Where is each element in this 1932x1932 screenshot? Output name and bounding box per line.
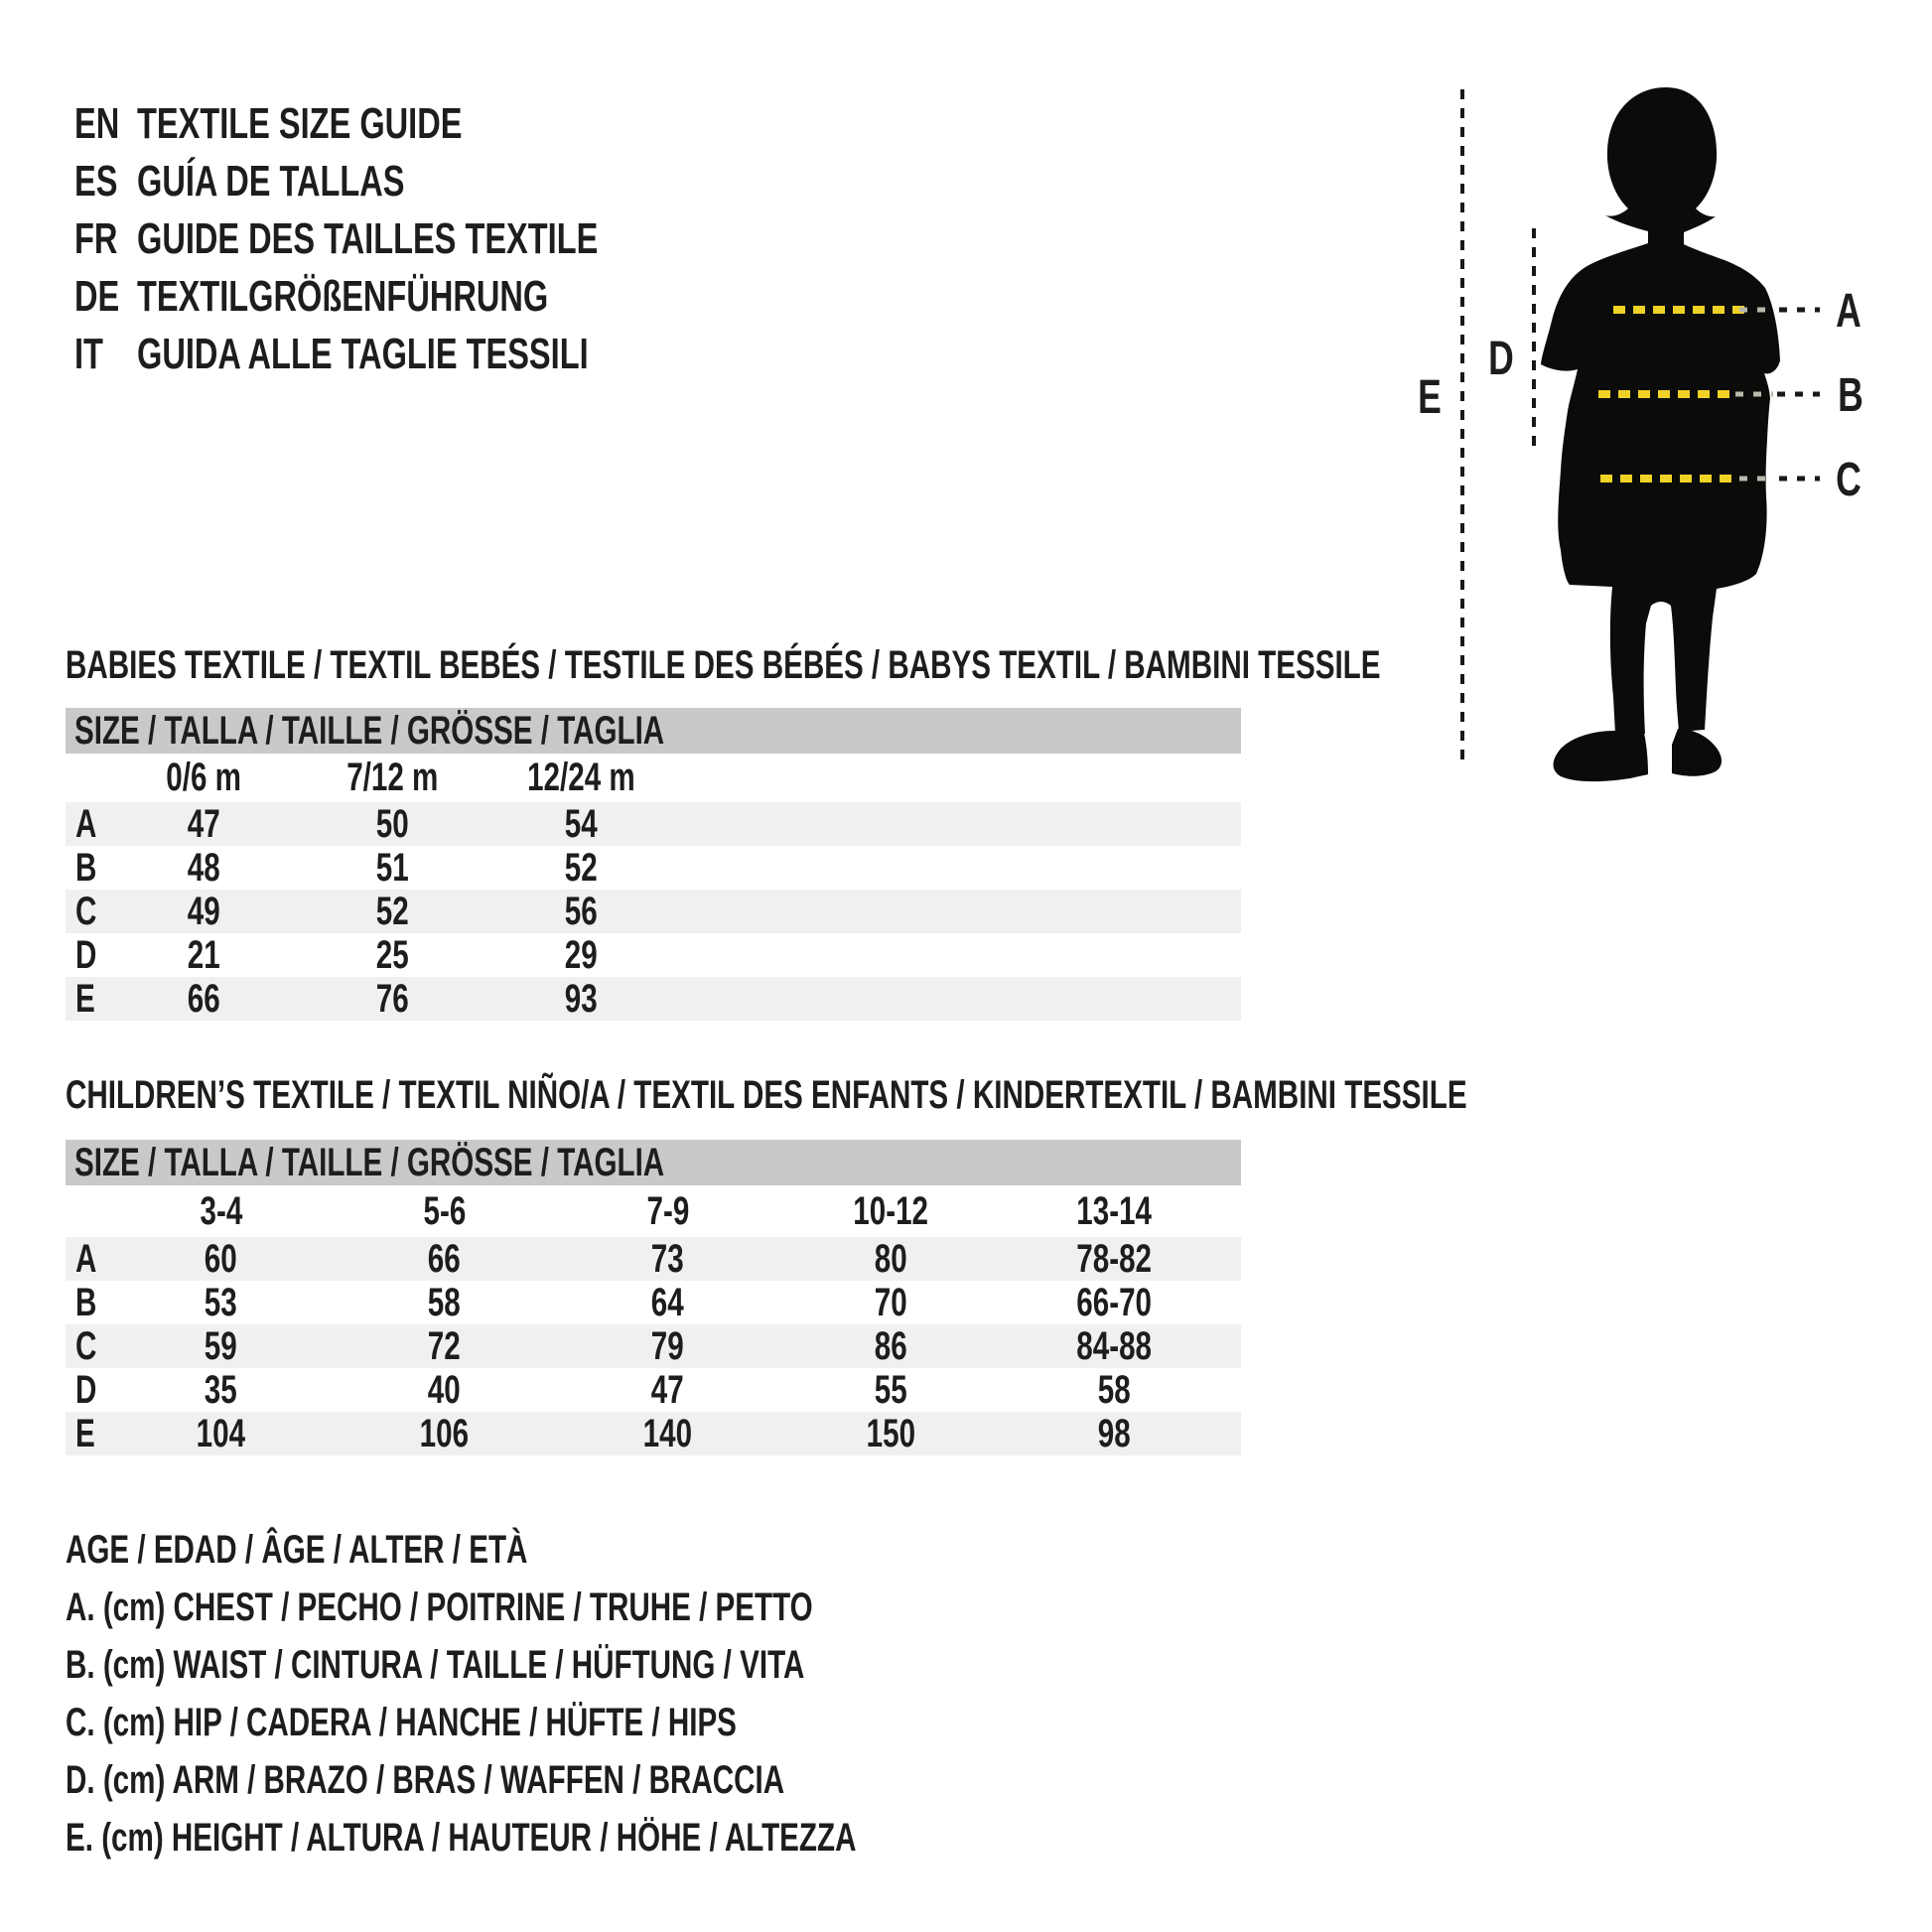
cell-value: 51 [375, 846, 409, 890]
language-code: DE [74, 272, 120, 321]
language-row [74, 95, 759, 153]
cell-value: 55 [875, 1368, 907, 1412]
row-label: C [75, 1324, 97, 1368]
cell-value: 80 [875, 1237, 907, 1281]
cell-value: 50 [375, 802, 409, 846]
row-label: A [75, 802, 97, 846]
cell-value: 52 [564, 846, 598, 890]
cell-value: 150 [866, 1412, 916, 1455]
cell-value: 66 [428, 1237, 461, 1281]
cell-value: 60 [205, 1237, 237, 1281]
cell-value: 25 [375, 933, 409, 977]
cell-value: 58 [1098, 1368, 1131, 1412]
table-row [66, 933, 1241, 977]
cell-value: 56 [564, 890, 598, 933]
column-header: 12/24 m [526, 756, 635, 799]
language-code: ES [74, 157, 118, 206]
cell-value: 84-88 [1076, 1324, 1153, 1368]
cell-value: 21 [187, 933, 220, 977]
cell-value: 54 [564, 802, 598, 846]
language-code: EN [74, 99, 120, 148]
cell-value: 64 [651, 1281, 684, 1324]
column-header-row [66, 1185, 1241, 1237]
legend-age: AGE / EDAD / ÂGE / ALTER / ETÀ [66, 1527, 528, 1572]
cell-value: 78-82 [1076, 1237, 1153, 1281]
cell-value: 66-70 [1076, 1281, 1153, 1324]
table-row [66, 1237, 1241, 1281]
size-header-bar: SIZE / TALLA / TAILLE / GRÖSSE / TAGLIA [66, 708, 1241, 754]
legend-hip: C. (cm) HIP / CADERA / HANCHE / HÜFTE / HIPS [66, 1700, 737, 1744]
table-row [66, 846, 1241, 890]
cell-value: 76 [375, 977, 409, 1021]
page-title: GUÍA DE TALLAS [137, 157, 405, 206]
cell-value: 35 [205, 1368, 237, 1412]
cell-value: 86 [875, 1324, 907, 1368]
column-header: 13-14 [1076, 1188, 1153, 1233]
column-header: 5-6 [423, 1188, 466, 1233]
measure-legend [66, 1521, 1134, 1866]
language-row [74, 268, 759, 326]
language-row [74, 153, 759, 210]
page-title: TEXTILGRÖßENFÜHRUNG [137, 272, 549, 321]
cell-value: 66 [187, 977, 220, 1021]
cell-value: 104 [196, 1412, 246, 1455]
legend-height: E. (cm) HEIGHT / ALTURA / HAUTEUR / HÖHE / ALTEZZA [66, 1815, 857, 1860]
children-section-title: CHILDREN’S TEXTILE / TEXTIL NIÑO/A / TEXTIL DES ENFANTS / KINDERTEXTIL / BAMBINI TESSILE [66, 1073, 1467, 1117]
babies-section-title: BABIES TEXTILE / TEXTIL BEBÉS / TESTILE DES BÉBÉS / BABYS TEXTIL / BAMBINI TESSILE [66, 643, 1381, 687]
column-header-row [66, 754, 1241, 802]
table-row [66, 802, 1241, 846]
cell-value: 106 [419, 1412, 470, 1455]
babies-size-table [66, 708, 1241, 1021]
column-header: 0/6 m [166, 756, 241, 799]
cell-value: 59 [205, 1324, 237, 1368]
legend-arm: D. (cm) ARM / BRAZO / BRAS / WAFFEN / BRACCIA [66, 1757, 785, 1802]
row-label: E [75, 977, 95, 1021]
figure-label-d: D [1488, 331, 1514, 385]
cell-value: 73 [651, 1237, 684, 1281]
cell-value: 47 [187, 802, 220, 846]
row-label: E [75, 1412, 95, 1455]
language-title-block [74, 95, 759, 383]
cell-value: 98 [1098, 1412, 1131, 1455]
row-label: C [75, 890, 97, 933]
figure-label-b: B [1838, 367, 1863, 422]
row-label: A [75, 1237, 97, 1281]
page-title: GUIDE DES TAILLES TEXTILE [137, 214, 599, 263]
children-size-table [66, 1140, 1241, 1455]
row-label: B [75, 846, 97, 890]
cell-value: 48 [187, 846, 220, 890]
figure-label-a: A [1836, 283, 1862, 338]
size-header-bar: SIZE / TALLA / TAILLE / GRÖSSE / TAGLIA [66, 1140, 1241, 1185]
cell-value: 29 [564, 933, 598, 977]
cell-value: 70 [875, 1281, 907, 1324]
cell-value: 49 [187, 890, 220, 933]
language-code: IT [74, 330, 103, 378]
column-header: 3-4 [200, 1188, 242, 1233]
row-label: D [75, 1368, 97, 1412]
language-row [74, 326, 759, 383]
row-label: D [75, 933, 97, 977]
legend-waist: B. (cm) WAIST / CINTURA / TAILLE / HÜFTUNG / VITA [66, 1642, 805, 1687]
language-row [74, 210, 759, 268]
cell-value: 40 [428, 1368, 461, 1412]
column-header: 10-12 [853, 1188, 929, 1233]
figure-label-c: C [1836, 452, 1862, 506]
page-title: GUIDA ALLE TAGLIE TESSILI [137, 330, 589, 378]
page-title: TEXTILE SIZE GUIDE [137, 99, 463, 148]
language-code: FR [74, 214, 118, 263]
table-row [66, 1368, 1241, 1412]
column-header: 7-9 [646, 1188, 689, 1233]
figure-label-e: E [1418, 369, 1442, 424]
cell-value: 93 [564, 977, 598, 1021]
table-row [66, 1281, 1241, 1324]
cell-value: 140 [642, 1412, 693, 1455]
table-row [66, 1412, 1241, 1455]
cell-value: 53 [205, 1281, 237, 1324]
cell-value: 47 [651, 1368, 684, 1412]
cell-value: 72 [428, 1324, 461, 1368]
table-row [66, 977, 1241, 1021]
cell-value: 79 [651, 1324, 684, 1368]
legend-chest: A. (cm) CHEST / PECHO / POITRINE / TRUHE / PETTO [66, 1585, 813, 1629]
column-header: 7/12 m [345, 756, 439, 799]
table-row [66, 1324, 1241, 1368]
row-label: B [75, 1281, 97, 1324]
cell-value: 58 [428, 1281, 461, 1324]
cell-value: 52 [375, 890, 409, 933]
table-row [66, 890, 1241, 933]
